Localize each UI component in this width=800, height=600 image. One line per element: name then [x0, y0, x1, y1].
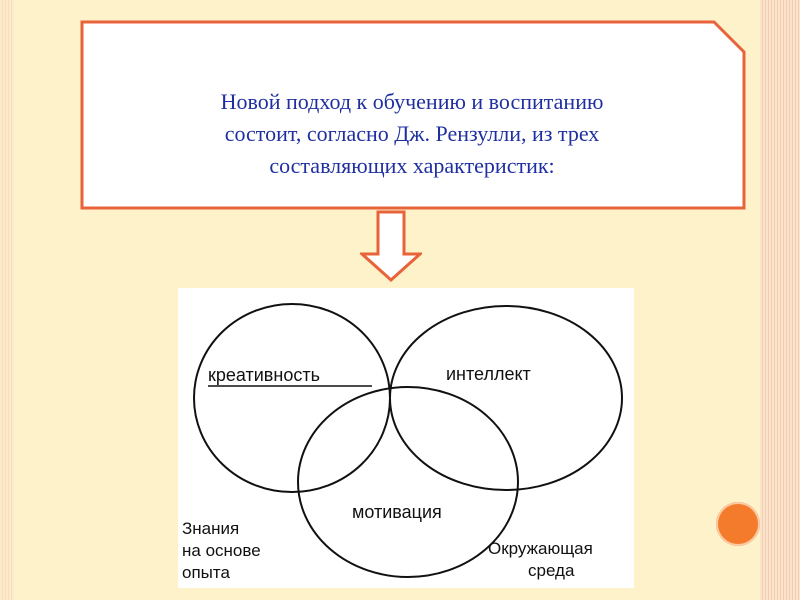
circle-motivation	[298, 387, 518, 577]
left-decorative-stripes	[0, 0, 14, 600]
callout-line-3: составляющих характеристик:	[269, 153, 555, 178]
venn-svg	[178, 288, 634, 588]
label-knowledge-line-2: на основе	[182, 541, 261, 560]
callout-box	[80, 20, 746, 212]
callout-line-1: Новой подход к обучению и воспитанию	[220, 89, 604, 114]
right-decorative-stripes	[760, 0, 800, 600]
callout-text	[100, 86, 724, 182]
callout-line-2: состоит, согласно Дж. Рензулли, из трех	[224, 121, 600, 146]
circle-intellect	[390, 306, 622, 490]
label-knowledge-line-3: опыта	[182, 563, 230, 582]
down-arrow-icon	[360, 210, 422, 282]
label-creativity: креативность	[208, 365, 320, 385]
label-knowledge-line-1: Знания	[182, 519, 240, 538]
orange-circle-decoration	[716, 502, 760, 546]
label-intellect: интеллект	[446, 364, 531, 384]
label-environment-line-1: Окружающая	[488, 539, 593, 558]
venn-diagram	[178, 288, 634, 588]
circle-creativity	[194, 304, 390, 492]
label-environment-line-2: среда	[528, 561, 575, 580]
label-motivation: мотивация	[352, 502, 442, 522]
